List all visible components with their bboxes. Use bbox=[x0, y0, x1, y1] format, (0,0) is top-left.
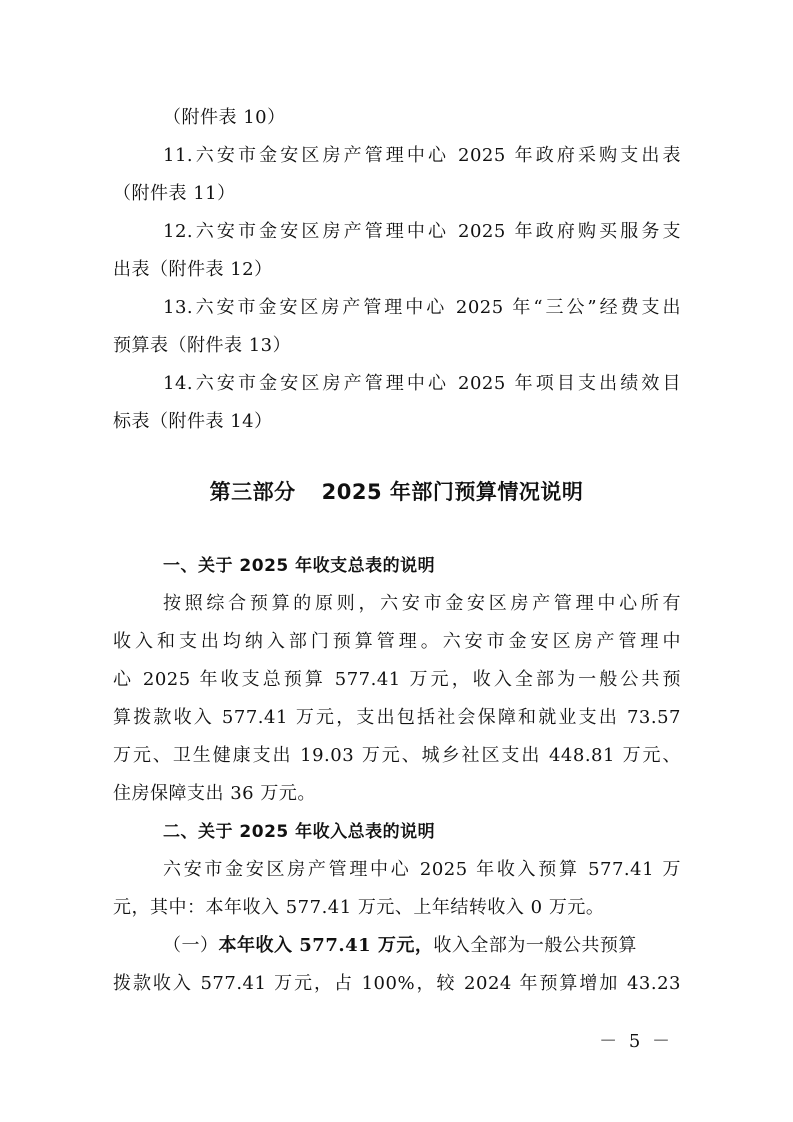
section-1-para-line-3: 心 2025 年收支总预算 577.41 万元，收入全部为一般公共预 bbox=[113, 669, 681, 690]
subsection-marker: （一） bbox=[163, 935, 219, 956]
section-1-para-line-2: 收入和支出均纳入部门预算管理。六安市金安区房产管理中 bbox=[113, 631, 681, 652]
list-item-14-line-1: 14.六安市金安区房产管理中心 2025 年项目支出绩效目 bbox=[163, 373, 681, 394]
section-1-para-line-5: 万元、卫生健康支出 19.03 万元、城乡社区支出 448.81 万元、 bbox=[113, 745, 681, 766]
list-item-11-line-1: 11.六安市金安区房产管理中心 2025 年政府采购支出表 bbox=[163, 145, 681, 166]
part-label: 第三部分 bbox=[209, 480, 296, 504]
subsection-lead-rest: 收入全部为一般公共预算 bbox=[433, 935, 637, 956]
part-heading bbox=[0, 478, 793, 506]
section-1-para-line-6: 住房保障支出 36 万元。 bbox=[113, 783, 316, 804]
list-item-12-line-1: 12.六安市金安区房产管理中心 2025 年政府购买服务支 bbox=[163, 221, 681, 242]
section-1-heading: 一、关于 2025 年收支总表的说明 bbox=[163, 556, 436, 576]
section-2-heading: 二、关于 2025 年收入总表的说明 bbox=[163, 822, 436, 842]
list-item-13-line-2: 预算表（附件表 13） bbox=[113, 335, 292, 356]
part-title: 2025 年部门预算情况说明 bbox=[321, 480, 584, 504]
page-number: － 5 － bbox=[599, 1031, 673, 1052]
list-item-10-continuation: （附件表 10） bbox=[163, 107, 286, 128]
section-1-para-line-1: 按照综合预算的原则，六安市金安区房产管理中心所有 bbox=[163, 593, 681, 614]
list-item-11-line-2: （附件表 11） bbox=[113, 183, 236, 204]
section-2-para-2-line-1 bbox=[163, 934, 681, 958]
section-2-para-2-line-2: 拨款收入 577.41 万元，占 100%，较 2024 年预算增加 43.23 bbox=[113, 973, 681, 994]
list-item-12-line-2: 出表（附件表 12） bbox=[113, 259, 273, 280]
list-item-13-line-1: 13.六安市金安区房产管理中心 2025 年“三公”经费支出 bbox=[163, 297, 681, 318]
list-item-14-line-2: 标表（附件表 14） bbox=[113, 411, 273, 432]
section-2-para-1-line-2: 元，其中：本年收入 577.41 万元、上年结转收入 0 万元。 bbox=[113, 897, 605, 918]
subsection-lead-bold: 本年收入 577.41 万元， bbox=[218, 935, 434, 956]
section-2-para-1-line-1: 六安市金安区房产管理中心 2025 年收入预算 577.41 万 bbox=[163, 859, 681, 880]
section-1-para-line-4: 算拨款收入 577.41 万元，支出包括社会保障和就业支出 73.57 bbox=[113, 707, 681, 728]
